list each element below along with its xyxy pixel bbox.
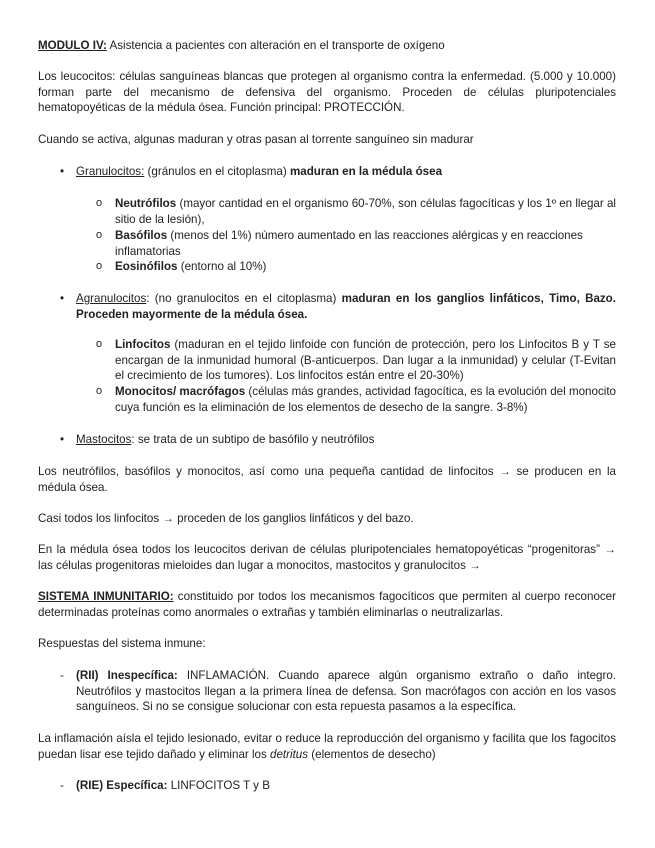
medula-paragraph: En la médula ósea todos los leucocitos derivan de células pluripotenciales hematopoyéticas “progenitoras” → las células progenitoras mieloides dan lugar a monocitos, mastocitos y granulocitos → [38,543,616,572]
module-title-text: Asistencia a pacientes con alteración en el transporte de oxígeno [106,39,445,52]
sub-marker: o [96,338,103,350]
agranulocitos-bold: maduran en los ganglios linfáticos, Timo, Bazo. Proceden mayormente de la médula ósea. [76,292,616,321]
bullet-marker: • [60,165,65,178]
item-text: (menos del 1%) número aumentado en las reacciones alérgicas y en reacciones inflamatorias [115,229,583,258]
agranulocitos-label: Agranulocitos [76,292,147,305]
linfocitos-paragraph: Casi todos los linfocitos → proceden de los ganglios linfáticos y del bazo. [38,512,414,525]
intro-paragraph: Los leucocitos: células sanguíneas blancas que protegen al organismo contra la enfermedad. (5.000 y 10.000) forman parte del mecanismo de defensiva del organismo. Proceden de células pluripotenciales hematopoyéticas de la médula ósea. Función principal: PROTECCIÓN. [38,70,616,114]
inflamacion-italic: detritus [270,747,309,761]
rii-text: INFLAMACIÓN. Cuando aparece algún organismo extraño o daño integro. Neutrófilos y mastocitos llegan a la primera línea de defensa. Son macrófagos con acción en los vasos sanguíneos. Si no se consigue solucionar con esta repuesta pasamos a la específica. [76,669,616,713]
sub-marker: o [96,197,103,209]
sistema-text: constituido por todos los mecanismos fagocíticos que permiten al cuerpo reconocer determinadas proteínas como anormales o extrañas y también eliminarlas o neutralizarlas. [38,590,616,619]
mastocitos-label: Mastocitos [76,433,132,446]
module-label: MODULO IV: [38,39,107,52]
neutrofilos-paragraph: Los neutrófilos, basófilos y monocitos, así como una pequeña cantidad de linfocitos → se producen en la médula ósea. [38,465,616,494]
sub-marker: o [96,229,103,241]
item-name: Eosinófilos [115,260,178,273]
item-name: Monocitos/ macrófagos [115,385,246,398]
bullet-marker: • [60,292,65,305]
dash-marker: - [60,669,64,682]
module-title [38,38,616,54]
mastocitos-text: : se trata de un subtipo de basófilo y neutrófilos [131,433,375,446]
sistema-paragraph [38,589,616,620]
sub-marker: o [96,385,103,397]
item-name: Basófilos [115,229,168,242]
item-name: Linfocitos [115,338,171,351]
bullet-marker: • [60,433,65,446]
item-text: (entorno al 10%) [177,260,267,273]
agranulocitos-text: : (no granulocitos en el citoplasma) [146,292,342,305]
rie-label: (RIE) Específica: [76,779,168,792]
granulocitos-label: Granulocitos: [76,165,145,178]
granulocitos-text: (gránulos en el citoplasma) [144,165,290,178]
inflamacion-paragraph [38,731,616,762]
inflamacion-tail: (elementos de desecho) [308,747,436,761]
dash-marker: - [60,779,64,792]
inflamacion-text: La inflamación aísla el tejido lesionado, evitar o reduce la reproducción del organismo y facilita que los fagocitos puedan lisar ese tejido dañado y eliminar los [38,732,616,761]
item-text: (maduran en el tejido linfoide con función de protección, pero los Linfocitos B y T se encargan de la inmunidad humoral (B-anticuerpos. Dan lugar a la inmunidad) y celular (T-Evitan el crecimiento de los tumores). Los linfocitos están entre el 20-30%) [115,338,616,382]
sub-marker: o [96,260,103,272]
sistema-label: SISTEMA INMUNITARIO: [38,590,174,603]
rii-label: (RII) Inespecífica: [76,669,178,682]
granulocitos-bold: maduran en la médula ósea [289,165,443,178]
activation-paragraph: Cuando se activa, algunas maduran y otras pasan al torrente sanguíneo sin madurar [38,133,474,146]
item-name: Neutrófilos [115,197,177,210]
item-text: (mayor cantidad en el organismo 60-70%, son células fagocíticas y los 1º en llegar al sitio de la lesión), [115,197,616,226]
item-text: (células más grandes, actividad fagocítica, es la evolución del monocito cuya función es la eliminación de los elementos de desecho de la sangre. 3-8%) [115,385,616,414]
rie-text: LINFOCITOS T y B [167,779,270,792]
respuestas-heading: Respuestas del sistema inmune: [38,637,206,650]
